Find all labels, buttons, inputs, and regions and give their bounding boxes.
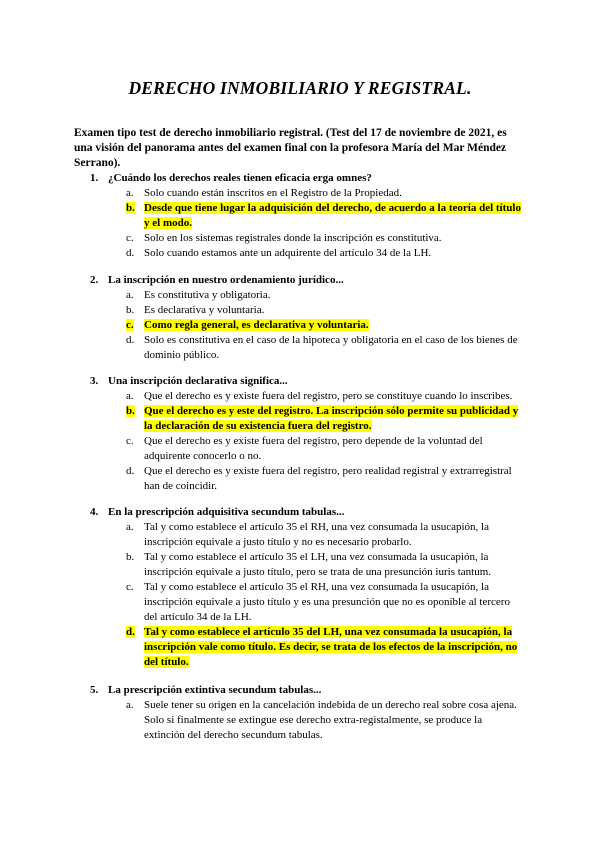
question-3 [0, 374, 600, 494]
option-a: a. Tal y como establece el artículo 35 el RH, una vez consumada la usucapión, la inscripción equivale a justo título y no es necesario probarlo. [126, 521, 489, 548]
option-b: b. Es declarativa y voluntaria. [126, 304, 265, 316]
document-title: DERECHO INMOBILIARIO Y REGISTRAL. [128, 78, 472, 98]
option-c: c. Tal y como establece el artículo 35 el RH, una vez consumada la usucapión, la inscripción equivale a justo título y es una presunción que no es oponible al tercero del artículo 34 de la LH. [126, 581, 510, 623]
option-b-correct: b. Que el derecho es y este del registro. La inscripción sólo permite su publicidad y la declaración de su existencia fuera del registro. [126, 405, 519, 432]
option-b: b. Tal y como establece el artículo 35 el LH, una vez consumada la usucapión, la inscripción equivale a justo título, pero se trata de una presunción iuris tantum. [126, 551, 492, 578]
option-c: c. Que el derecho es y existe fuera del registro, pero depende de la voluntad del adquirente conocerlo o no. [126, 435, 483, 462]
question-text: La inscripción en nuestro ordenamiento jurídico... [108, 274, 344, 286]
question-text: En la prescripción adquisitiva secundum tabulas... [108, 506, 345, 518]
option-d-correct: d. Tal y como establece el artículo 35 del LH, una vez consumada la usucapión, la inscripción vale como título. Es decir, se trata de los efectos de la inscripción, no del título. [126, 626, 518, 668]
question-text: Una inscripción declarativa significa... [108, 375, 288, 387]
question-number: 3. [90, 375, 99, 387]
question-number: 5. [90, 684, 99, 696]
option-b-correct: b. Desde que tiene lugar la adquisición del derecho, de acuerdo a la teoría del título y el modo. [126, 202, 521, 229]
option-a: a. Que el derecho es y existe fuera del registro, pero se constituye cuando lo inscribes. [126, 390, 513, 402]
question-5 [0, 683, 600, 743]
question-number: 2. [90, 274, 99, 286]
question-1 [0, 171, 600, 261]
option-a: a. Suele tener su origen en la cancelación indebida de un derecho real sobre cosa ajena. Solo si finalmente se extingue ese derecho extra-registalmente, se produce la extinción del derecho secundum tabulas. [126, 699, 517, 741]
option-d: d. Solo es constitutiva en el caso de la hipoteca y obligatoria en el caso de los bienes de dominio público. [126, 334, 518, 361]
option-c-correct: c. Como regla general, es declarativa y voluntaria. [126, 319, 369, 331]
intro-paragraph: Examen tipo test de derecho inmobiliario registral. (Test del 17 de noviembre de 2021, es una visión del panorama antes del examen final con la profesora María del Mar Méndez Serrano). [74, 127, 507, 169]
question-text: La prescripción extintiva secundum tabulas... [108, 684, 322, 696]
question-number: 1. [90, 172, 99, 184]
option-a: a. Es constitutiva y obligatoria. [126, 289, 271, 301]
question-2 [0, 273, 600, 363]
option-a: a. Solo cuando están inscritos en el Registro de la Propiedad. [126, 187, 402, 199]
question-4 [0, 505, 600, 670]
option-d: d. Que el derecho es y existe fuera del registro, pero realidad registral y extrarregistral han de coincidir. [126, 465, 512, 492]
question-text: ¿Cuándo los derechos reales tienen eficacia erga omnes? [108, 172, 372, 184]
option-c: c. Solo en los sistemas registrales donde la inscripción es constitutiva. [126, 232, 442, 244]
question-number: 4. [90, 506, 99, 518]
option-d: d. Solo cuando estamos ante un adquirente del artículo 34 de la LH. [126, 247, 432, 259]
